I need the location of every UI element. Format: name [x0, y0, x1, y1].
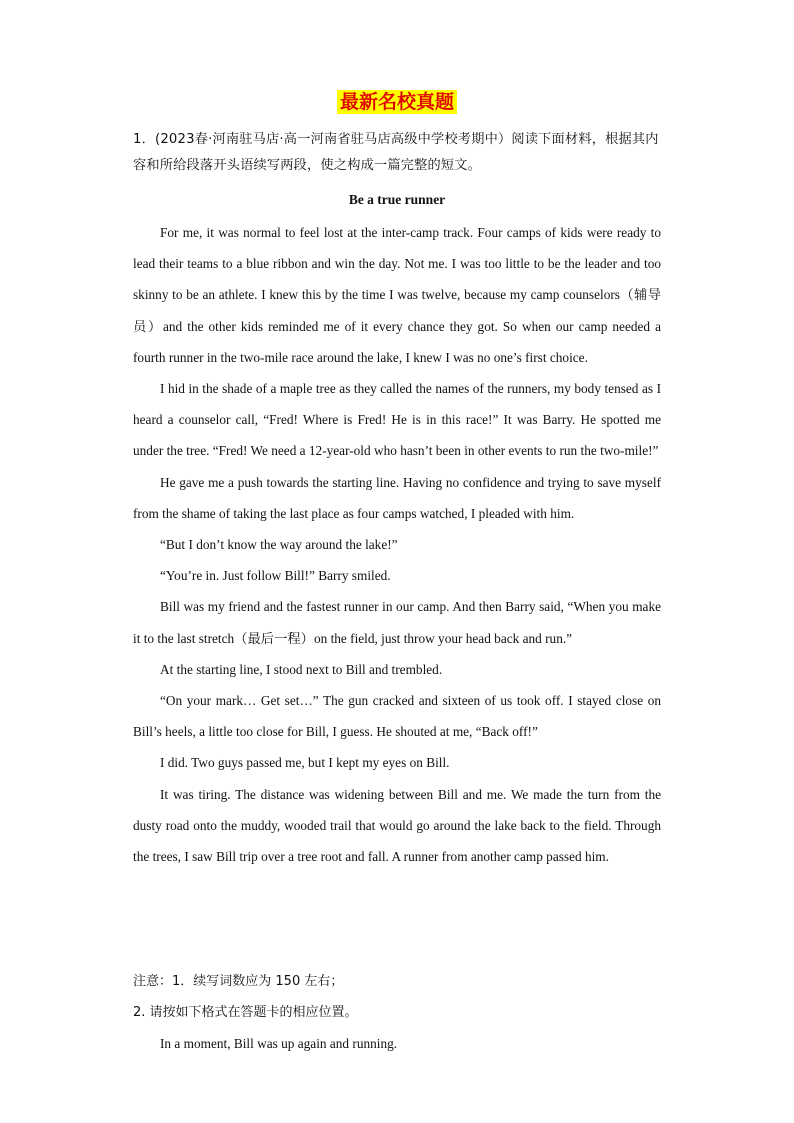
story-paragraph: “On your mark… Get set…” The gun cracked and sixteen of us took off. I stayed close on Bill’s heels, a little too close for Bill, I guess. He shouted at me, “Back off!” — [133, 693, 661, 740]
notes-section — [133, 966, 661, 1059]
story-paragraph: For me, it was normal to feel lost at the inter-camp track. Four camps of kids were ready to lead their teams to a blue ribbon and win the day. Not me. I was too little to be the leader and too skinny to be an athlete. I knew this by the time I was twelve, because my camp counselors（辅导员）and the other kids reminded me of it every chance they got. So when our camp needed a fourth runner in the two-mile race around the lake, I knew I was no one’s first choice. — [133, 225, 661, 365]
story-paragraph: He gave me a push towards the starting line. Having no confidence and trying to save myself from the shame of taking the last place as four camps watched, I pleaded with him. — [133, 474, 661, 521]
story-paragraph: At the starting line, I stood next to Bill and trembled. — [160, 661, 443, 677]
note-format: 2. 请按如下格式在答题卡的相应位置。 — [133, 1005, 358, 1020]
story-body — [133, 217, 661, 872]
note-word-count: 注意：1．续写词数应为 150 左右； — [133, 974, 344, 989]
question-prompt: 1．(2023春·河南驻马店·高一河南省驻马店高级中学校考期中）阅读下面材料，根据其内容和所给段落开头语续写两段，使之构成一篇完整的短文。 — [133, 132, 659, 173]
banner-row — [0, 90, 794, 114]
banner-title: 最新名校真题 — [337, 90, 457, 114]
story-paragraph: “But I don’t know the way around the lake!” — [160, 537, 398, 553]
story-paragraph: I did. Two guys passed me, but I kept my eyes on Bill. — [160, 755, 450, 771]
story-paragraph: Bill was my friend and the fastest runner in our camp. And then Barry said, “When you make it to the last stretch（最后一程）on the field, just throw your head back and run.” — [133, 599, 661, 646]
story-paragraph: “You’re in. Just follow Bill!” Barry smiled. — [160, 568, 391, 584]
story-title: Be a true runner — [348, 192, 446, 207]
story-paragraph: It was tiring. The distance was widening between Bill and me. We made the turn from the dusty road onto the muddy, wooded trail that would go around the lake back to the field. Through the trees, I saw Bill trip over a tree root and fall. A runner from another camp passed him. — [133, 786, 661, 865]
story-paragraph: I hid in the shade of a maple tree as they called the names of the runners, my body tensed as I heard a counselor call, “Fred! Where is Fred! He is in this race!” It was Barry. He spotted me under the tree. “Fred! We need a 12-year-old who hasn’t been in other events to run the two-mile!” — [133, 381, 661, 459]
continuation-prompt: In a moment, Bill was up again and running. — [160, 1036, 398, 1051]
